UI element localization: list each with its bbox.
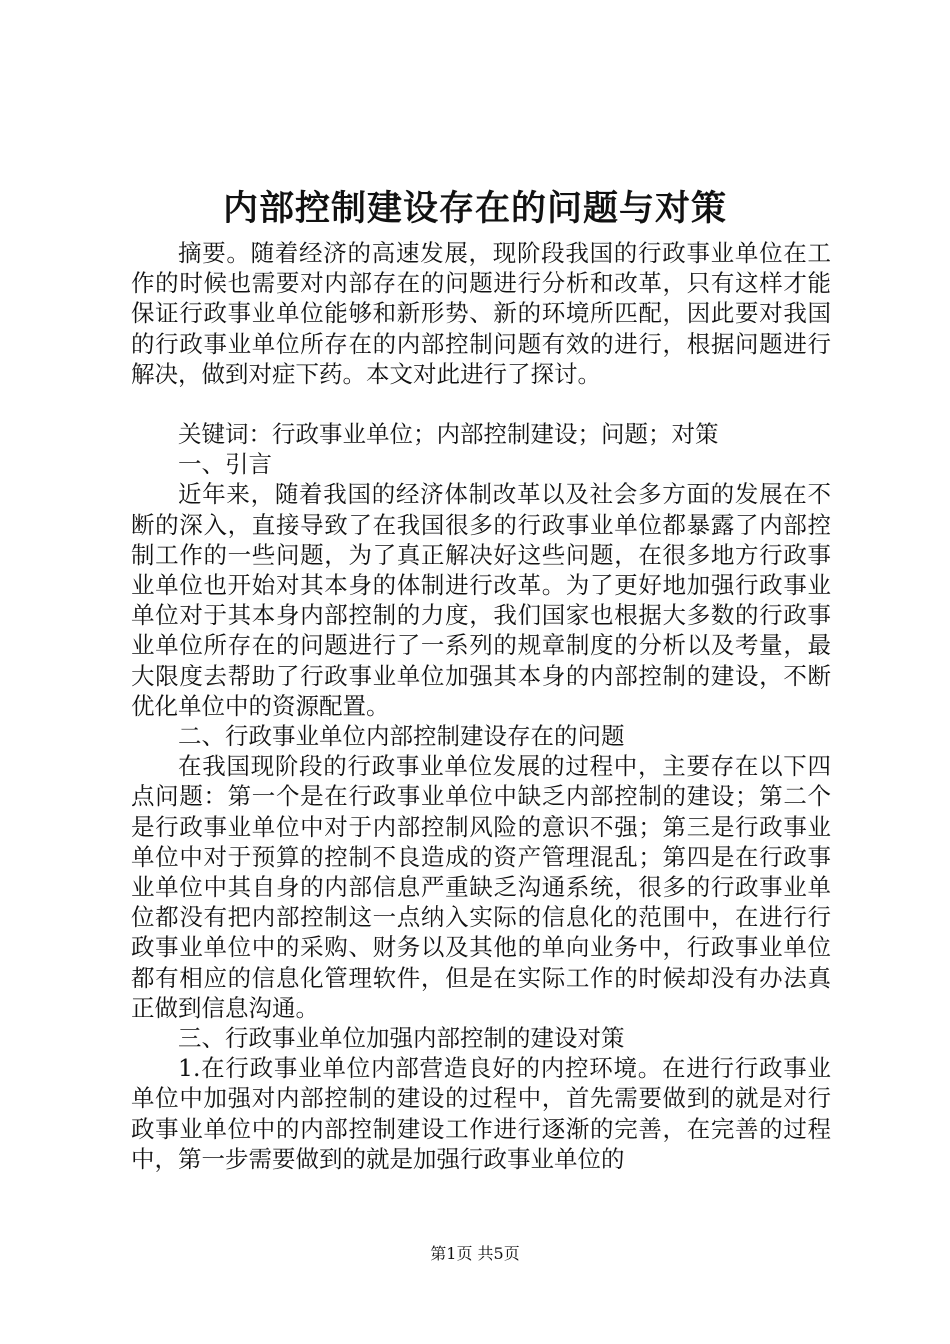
page-number-footer: 第1页 共5页 bbox=[430, 1244, 520, 1263]
abstract-paragraph: 摘要。随着经济的高速发展，现阶段我国的行政事业单位在工作的时候也需要对内部存在的问题进行分析和改革，只有这样才能保证行政事业单位能够和新形势、新的环境所匹配，因此要对我国的行政事业单位所存在的内部控制问题有效的进行，根据问题进行解决，做到对症下药。本文对此进行了探讨。 bbox=[131, 239, 831, 388]
keywords-paragraph: 关键词：行政事业单位；内部控制建设；问题；对策 bbox=[178, 420, 719, 449]
section-heading-introduction: 一、引言 bbox=[178, 450, 272, 479]
problems-paragraph: 在我国现阶段的行政事业单位发展的过程中，主要存在以下四点问题：第一个是在行政事业单位中缺乏内部控制的建设；第二个是行政事业单位中对于内部控制风险的意识不强；第三是行政事业单位中对于预算的控制不良造成的资产管理混乱；第四是在行政事业单位中其自身的内部信息严重缺乏沟通系统，很多的行政事业单位都没有把内部控制这一点纳入实际的信息化的范围中，在进行行政事业单位中的采购、财务以及其他的单向业务中，行政事业单位都有相应的信息化管理软件，但是在实际工作的时候却没有办法真正做到信息沟通。 bbox=[131, 752, 831, 1022]
document-body bbox=[131, 238, 831, 1174]
introduction-paragraph: 近年来，随着我国的经济体制改革以及社会多方面的发展在不断的深入，直接导致了在我国很多的行政事业单位都暴露了内部控制工作的一些问题，为了真正解决好这些问题，在很多地方行政事业单位也开始对其本身的体制进行改革。为了更好地加强行政事业单位对于其本身内部控制的力度，我们国家也根据大多数的行政事业单位所存在的问题进行了一系列的规章制度的分析以及考量，最大限度去帮助了行政事业单位加强其本身的内部控制的建设，不断优化单位中的资源配置。 bbox=[131, 480, 831, 720]
section-heading-problems: 二、行政事业单位内部控制建设存在的问题 bbox=[178, 722, 625, 751]
document-title: 内部控制建设存在的问题与对策 bbox=[222, 188, 727, 229]
section-heading-countermeasures: 三、行政事业单位加强内部控制的建设对策 bbox=[178, 1024, 625, 1053]
countermeasures-paragraph: 1.在行政事业单位内部营造良好的内控环境。在进行行政事业单位中加强对内部控制的建设的过程中，首先需要做到的就是对行政事业单位中的内部控制建设工作进行逐渐的完善，在完善的过程中，第一步需要做到的就是加强行政事业单位的 bbox=[131, 1054, 831, 1173]
